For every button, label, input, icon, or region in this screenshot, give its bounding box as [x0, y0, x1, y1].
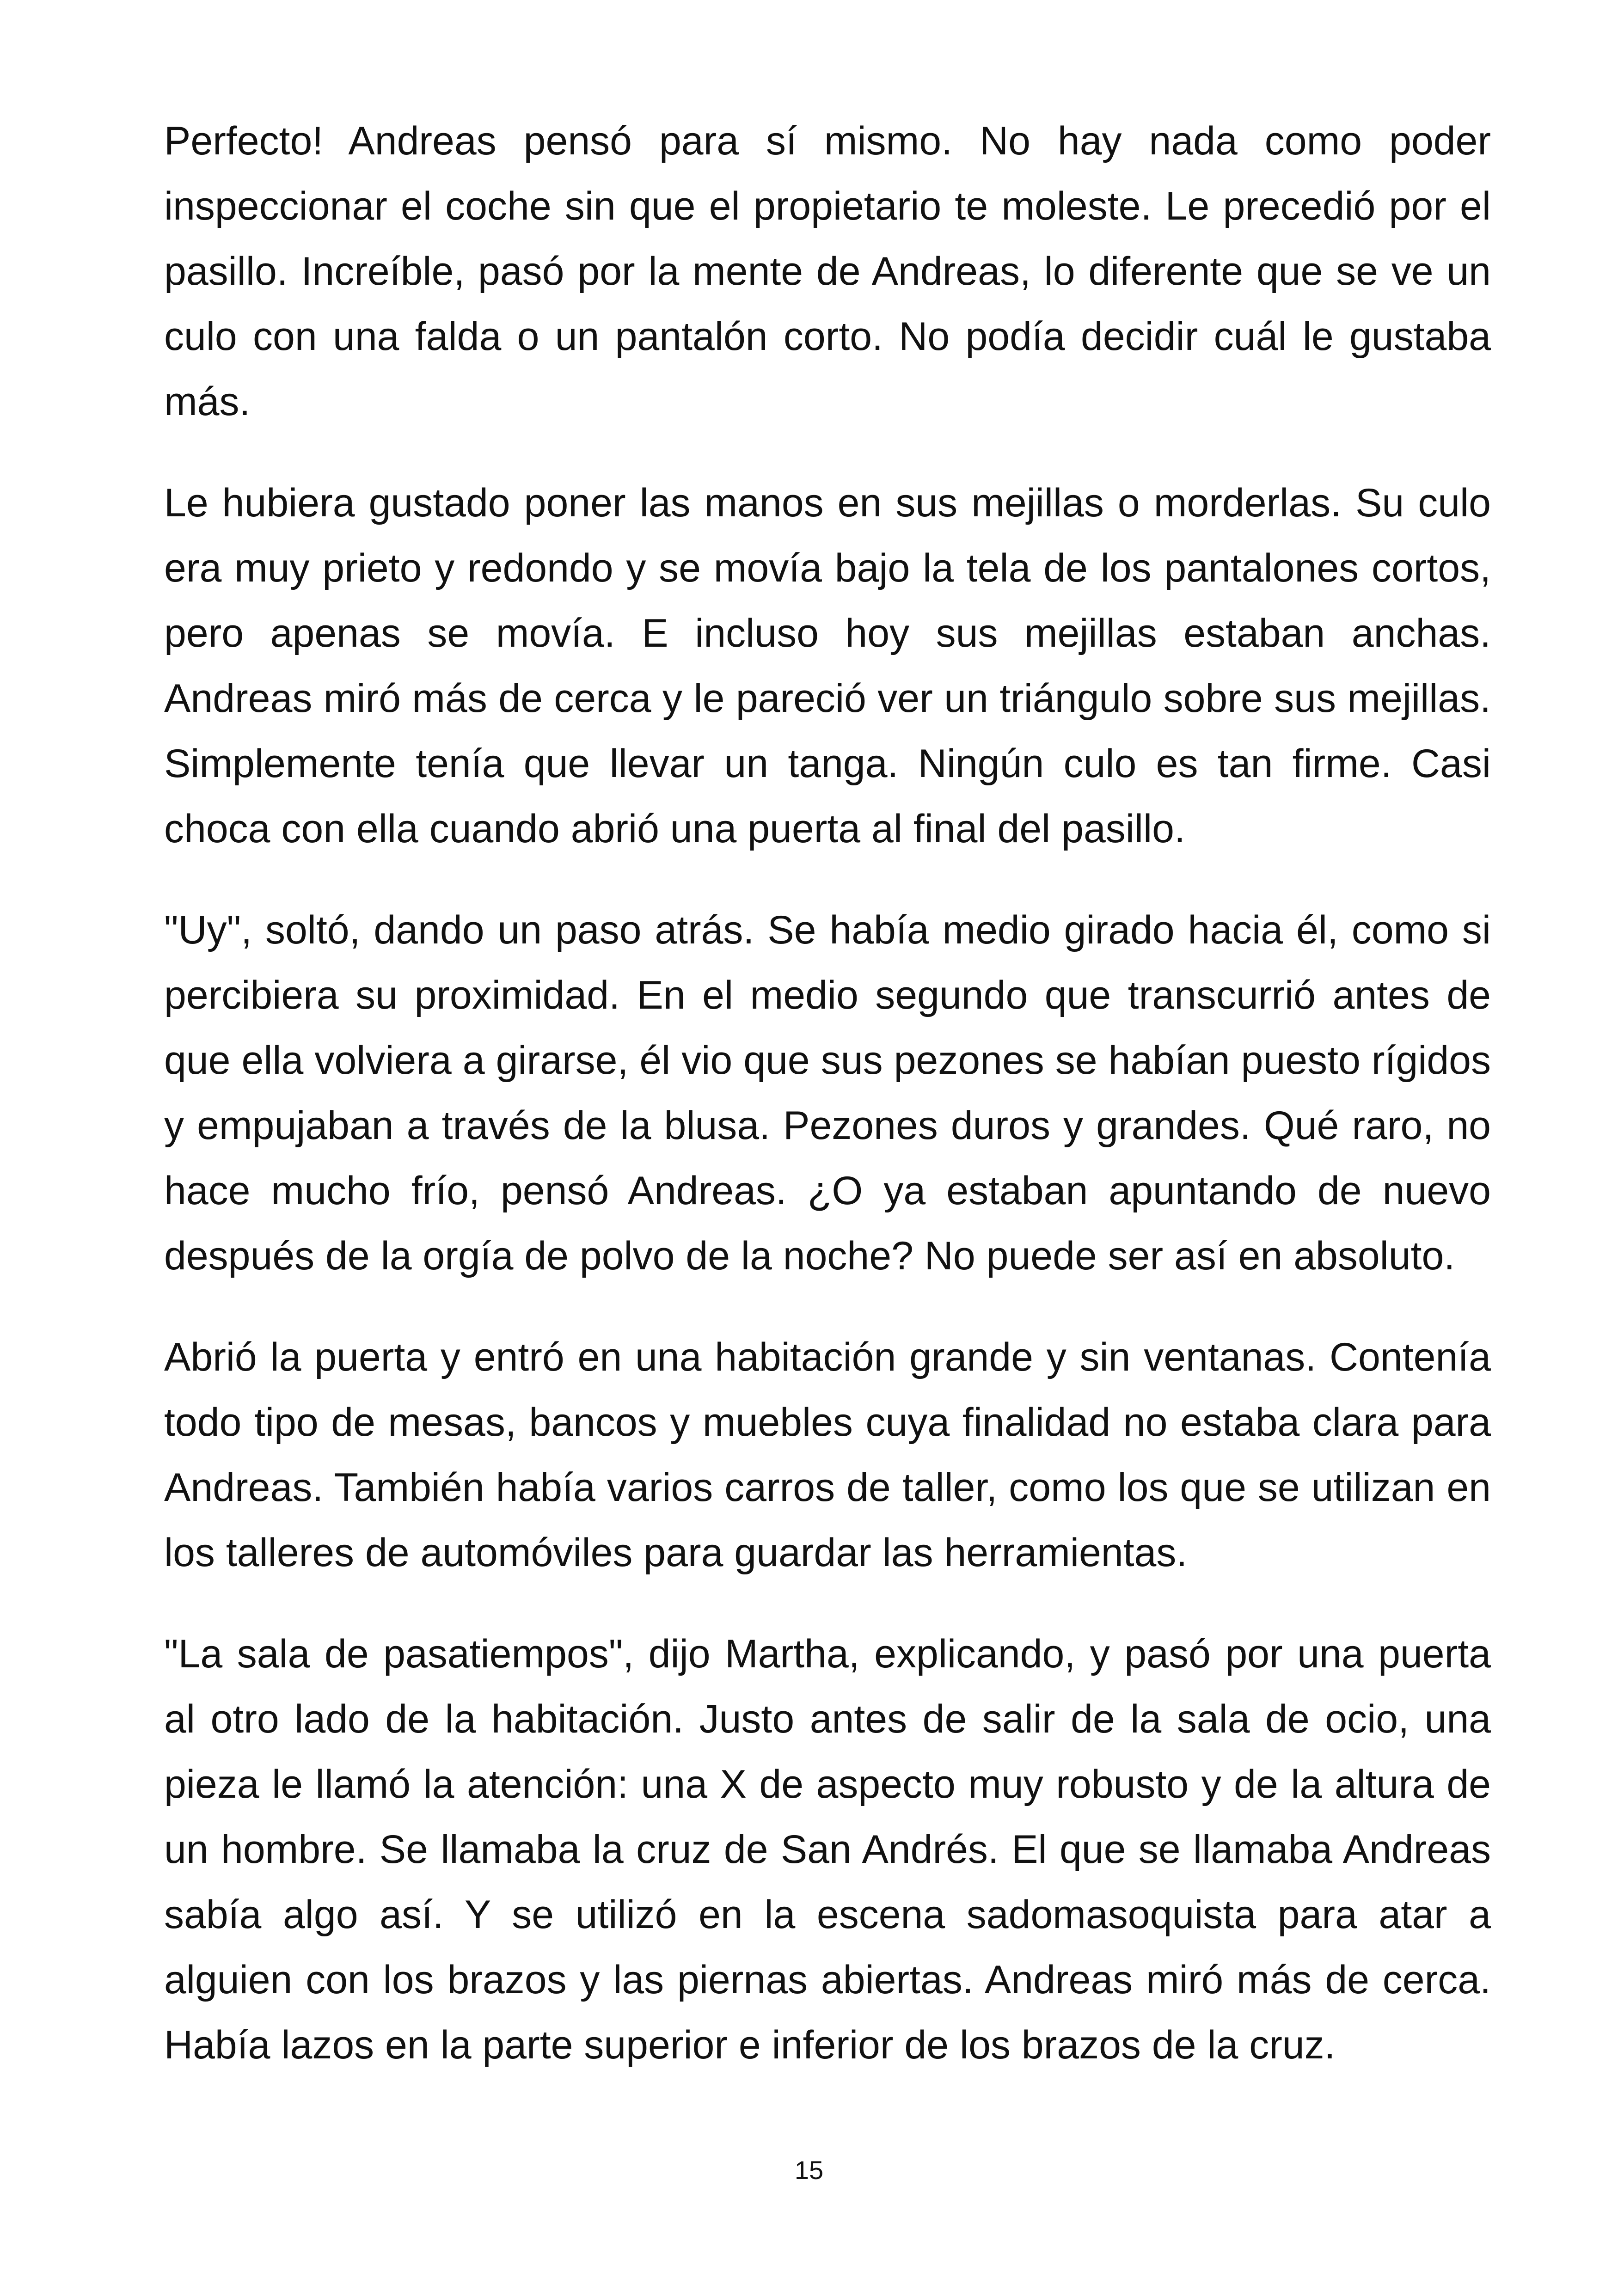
paragraph-5: "La sala de pasatiempos", dijo Martha, explicando, y pasó por una puerta al otro lado de la habitación. Justo antes de salir de la sala de ocio, una pieza le llamó la atención: una X de aspecto muy robusto y de la altura de un hombre. Se llamaba la cruz de San Andrés. El que se llamaba Andreas sabía algo así. Y se utilizó en la escena sadomasoquista para atar a alguien con los brazos y las piernas abiertas. Andreas miró más de cerca. Había lazos en la parte superior e inferior de los brazos de la cruz. — [164, 1632, 1491, 2067]
body-text — [164, 109, 1491, 2114]
page-number: 15 — [794, 2155, 824, 2185]
paragraph-3: "Uy", soltó, dando un paso atrás. Se había medio girado hacia él, como si percibiera su proximidad. En el medio segundo que transcurrió antes de que ella volviera a girarse, él vio que sus pezones se habían puesto rígidos y empujaban a través de la blusa. Pezones duros y grandes. Qué raro, no hace mucho frío, pensó Andreas. ¿O ya estaban apuntando de nuevo después de la orgía de polvo de la noche? No puede ser así en absoluto. — [164, 908, 1491, 1278]
paragraph-2: Le hubiera gustado poner las manos en sus mejillas o morderlas. Su culo era muy prieto y redondo y se movía bajo la tela de los pantalones cortos, pero apenas se movía. E incluso hoy sus mejillas estaban anchas. Andreas miró más de cerca y le pareció ver un triángulo sobre sus mejillas. Simplemente tenía que llevar un tanga. Ningún culo es tan firme. Casi choca con ella cuando abrió una puerta al final del pasillo. — [164, 481, 1491, 851]
paragraph-1: Perfecto! Andreas pensó para sí mismo. No hay nada como poder inspeccionar el coche sin que el propietario te moleste. Le precedió por el pasillo. Increíble, pasó por la mente de Andreas, lo diferente que se ve un culo con una falda o un pantalón corto. No podía decidir cuál le gustaba más. — [164, 119, 1491, 424]
paragraph-4: Abrió la puerta y entró en una habitación grande y sin ventanas. Contenía todo tipo de mesas, bancos y muebles cuya finalidad no estaba clara para Andreas. También había varios carros de taller, como los que se utilizan en los talleres de automóviles para guardar las herramientas. — [164, 1335, 1491, 1575]
